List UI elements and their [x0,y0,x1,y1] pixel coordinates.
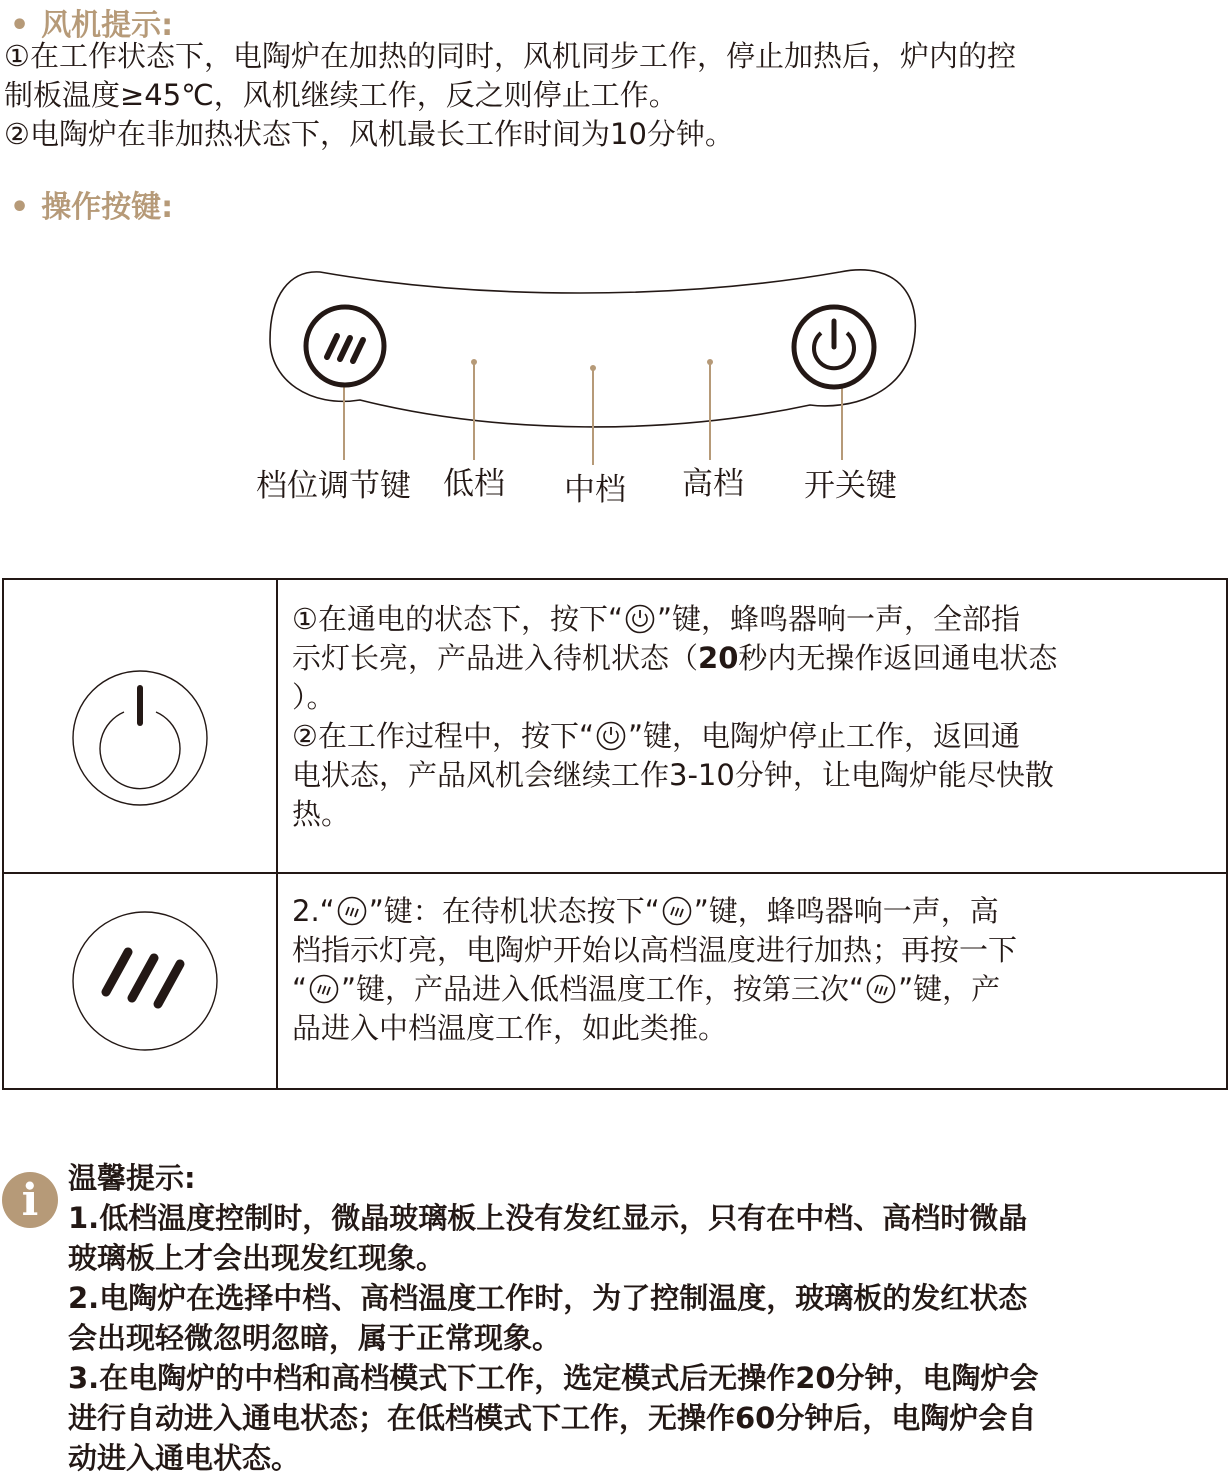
gear-icon [309,974,339,1004]
desc-line [292,639,1212,678]
desc-bold-number: 20 [698,641,739,675]
desc-text: ”键，蜂鸣器响一声，高 [693,894,999,928]
keys-heading-bullet: • [10,190,30,225]
power-icon [70,668,210,808]
table-row [4,580,1226,874]
low-gear-label: 低档 [443,466,505,502]
desc-text: 秒内无操作返回通电状态 [738,641,1058,675]
power-button[interactable] [790,303,878,391]
power-key-label: 开关键 [804,468,897,504]
desc-text: ”键：在待机状态按下“ [368,894,660,928]
desc-text: ②在工作过程中，按下“ [292,719,595,753]
desc-line: ）。 [292,680,336,714]
fan-note-line: ②电陶炉在非加热状态下，风机最长工作时间为10分钟。 [4,117,734,151]
keys-heading [10,182,173,226]
desc-line: 档指示灯亮，电陶炉开始以高档温度进行加热；再按一下 [292,933,1018,967]
info-icon [2,1172,58,1228]
control-panel-diagram [250,260,930,510]
desc-text: ①在通电的状态下，按下“ [292,602,624,636]
fan-note-line: 制板温度≥45℃，风机继续工作，反之则停止工作。 [4,78,678,112]
power-icon [625,604,655,634]
fan-note-line: ①在工作状态下，电陶炉在加热的同时，风机同步工作，停止加热后，炉内的控 [4,39,1016,73]
desc-text: ”键，产品进入低档温度工作，按第三次“ [341,972,865,1006]
info-icon-letter: i [21,1175,39,1226]
desc-line: 品进入中档温度工作，如此类推。 [292,1011,728,1045]
desc-line [292,600,1212,639]
tips-block [68,1158,1226,1478]
desc-text: ”键，电陶炉停止工作，返回通 [628,719,1021,753]
fan-heading-text: 风机提示: [41,8,174,43]
table-icon-cell [4,580,278,872]
gear-key-description [292,892,1212,1048]
power-key-description [292,600,1212,834]
gear-icon [866,974,896,1004]
gear-key-label: 档位调节键 [256,468,411,504]
desc-text: ”键，蜂鸣器响一声，全部指 [657,602,1021,636]
gear-button[interactable] [302,303,388,389]
desc-text: 示灯长亮，产品进入待机状态（ [292,641,699,675]
tip-line: 玻璃板上才会出现发红现象。 [68,1241,446,1275]
desc-text: ”键，产 [898,972,1001,1006]
fan-notes [4,37,1226,154]
tip-line: 动进入通电状态。 [68,1441,301,1475]
tip-line: 进行自动进入通电状态；在低档模式下工作，无操作60分钟后，电陶炉会自 [68,1401,1037,1435]
fan-heading-bullet: • [10,8,30,43]
tip-line: 1.低档温度控制时，微晶玻璃板上没有发红显示，只有在中档、高档时微晶 [68,1201,1028,1235]
gear-icon [70,910,220,1052]
table-row [4,872,1226,1088]
tips-title: 温馨提示: [68,1161,196,1195]
desc-text: 2.“ [292,894,335,928]
desc-line [292,892,1212,931]
table-icon-cell [4,872,278,1088]
desc-line: 电状态，产品风机会继续工作3-10分钟，让电陶炉能尽快散 [292,758,1054,792]
desc-line [292,970,1212,1009]
gear-icon [337,896,367,926]
keys-heading-text: 操作按键: [41,190,174,225]
tip-line: 2.电陶炉在选择中档、高档温度工作时，为了控制温度，玻璃板的发红状态 [68,1281,1028,1315]
operation-table [2,578,1228,1090]
tip-line: 3.在电陶炉的中档和高档模式下工作，选定模式后无操作20分钟，电陶炉会 [68,1361,1039,1395]
mid-gear-label: 中档 [564,472,626,508]
gear-icon [662,896,692,926]
desc-text: “ [292,972,308,1006]
power-icon [596,721,626,751]
desc-line [292,717,1212,756]
desc-line: 热。 [292,797,351,831]
tip-line: 会出现轻微忽明忽暗，属于正常现象。 [68,1321,562,1355]
high-gear-label: 高档 [682,466,744,502]
